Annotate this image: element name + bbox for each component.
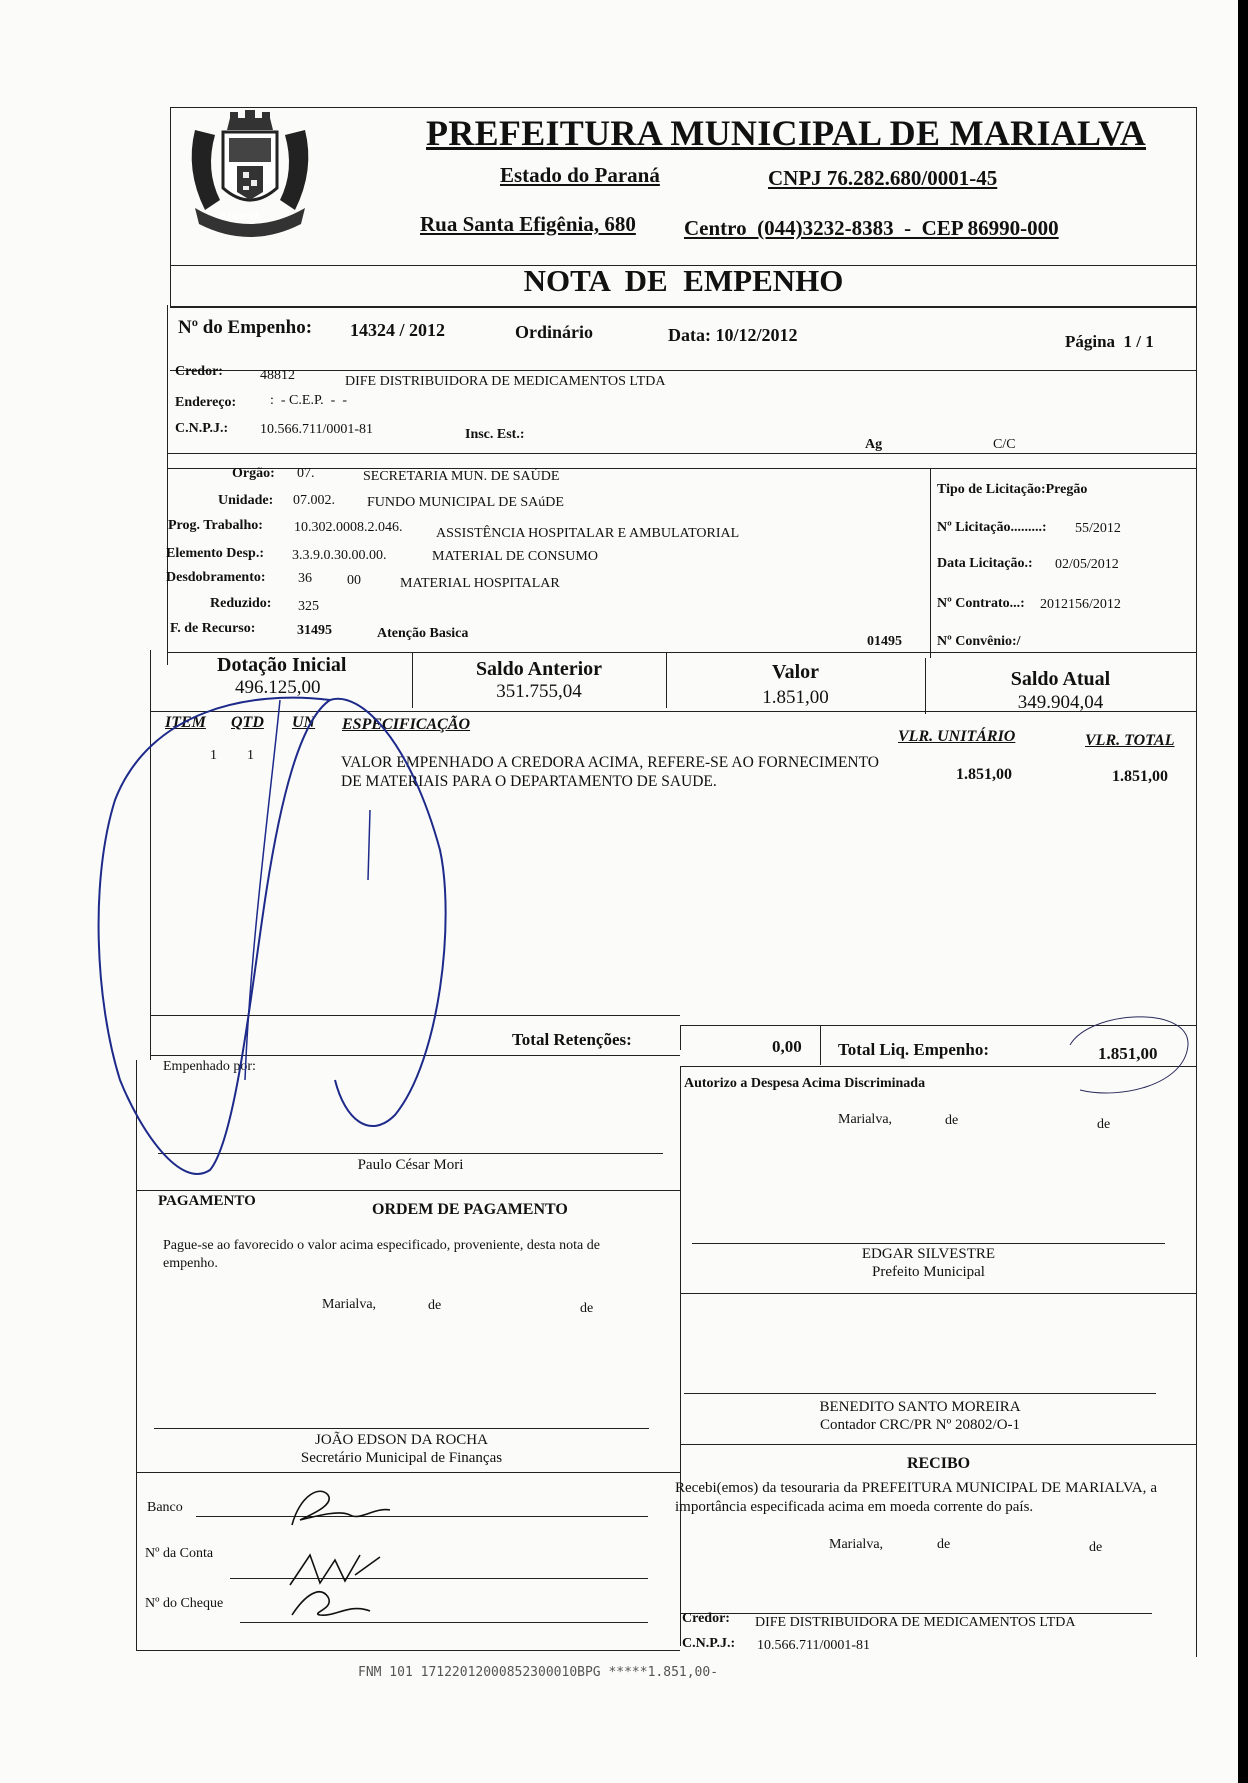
saldo-atual-value: 349.904,04 bbox=[1017, 692, 1104, 713]
recibo-de: de bbox=[937, 1537, 951, 1552]
divider-vertical bbox=[680, 1025, 681, 1050]
item-number: 1 bbox=[210, 748, 217, 763]
divider-vertical bbox=[680, 1066, 681, 1646]
empenho-date: Data: 10/12/2012 bbox=[668, 325, 798, 345]
cnpj-value: 10.566.711/0001-81 bbox=[260, 422, 374, 437]
total-liquido-value: 1.851,00 bbox=[1098, 1044, 1158, 1063]
divider bbox=[167, 652, 1197, 653]
orgao-label: Orgão: bbox=[232, 466, 275, 481]
signature-line bbox=[684, 1393, 1156, 1394]
desdobramento-label: Desdobramento: bbox=[166, 570, 266, 585]
orgao-code: 07. bbox=[297, 466, 315, 481]
recibo-de2: de bbox=[1089, 1540, 1103, 1555]
divider bbox=[150, 711, 1197, 712]
divider bbox=[167, 453, 1197, 454]
dotacao-inicial-label: Dotação Inicial bbox=[217, 654, 347, 676]
licitacao-type: Tipo de Licitação:Pregão bbox=[937, 482, 1088, 497]
prog-trabalho-name: ASSISTÊNCIA HOSPITALAR E AMBULATORIAL bbox=[436, 526, 740, 541]
orgao-name: SECRETARIA MUN. DE SAÚDE bbox=[363, 469, 560, 484]
empenhado-por-label: Empenhado por: bbox=[163, 1059, 256, 1074]
municipality-title: PREFEITURA MUNICIPAL DE MARIALVA bbox=[426, 113, 1147, 153]
contador-name: BENEDITO SANTO MOREIRA bbox=[819, 1399, 1021, 1415]
divider-vertical bbox=[930, 468, 931, 658]
reduzido-code: 325 bbox=[298, 599, 319, 614]
item-qtd: 1 bbox=[247, 748, 254, 763]
frame-right bbox=[1196, 107, 1197, 1657]
secretario-name: JOÃO EDSON DA ROCHA bbox=[315, 1432, 488, 1448]
total-retencoes-value: 0,00 bbox=[772, 1037, 802, 1056]
banco-label: Banco bbox=[147, 1500, 183, 1515]
state-name: Estado do Paraná bbox=[500, 163, 660, 187]
desdobramento-sub: 00 bbox=[347, 573, 361, 588]
autorizo-de: de bbox=[945, 1113, 959, 1128]
fonte-recurso-name: Atenção Basica bbox=[377, 626, 469, 641]
unidade-label: Unidade: bbox=[218, 493, 274, 508]
pagamento-place: Marialva, bbox=[322, 1297, 377, 1312]
handwritten-signature-icon bbox=[280, 1485, 440, 1625]
endereco-label: Endereço: bbox=[175, 395, 237, 410]
divider bbox=[150, 1015, 680, 1016]
divider bbox=[170, 370, 1197, 371]
col-qtd: QTD bbox=[231, 714, 264, 731]
contact-header: Centro (044)3232-8383 - CEP 86990-000 bbox=[684, 216, 1059, 240]
saldo-anterior-label: Saldo Anterior bbox=[475, 658, 603, 680]
divider bbox=[680, 1293, 1197, 1294]
divider bbox=[680, 1444, 1197, 1445]
col-especificacao: ESPECIFICAÇÃO bbox=[342, 716, 471, 733]
col-vlr-unitario: VLR. UNITÁRIO bbox=[898, 728, 1016, 745]
contrato-label: Nº Contrato...: bbox=[937, 596, 1025, 611]
divider bbox=[170, 306, 1197, 308]
reduzido-label: Reduzido: bbox=[210, 596, 272, 611]
divider bbox=[680, 1025, 1197, 1026]
elemento-name: MATERIAL DE CONSUMO bbox=[432, 549, 598, 564]
divider bbox=[136, 1190, 680, 1191]
address-header: Rua Santa Efigênia, 680 bbox=[420, 212, 636, 236]
frame-left-mid bbox=[167, 305, 168, 665]
divider bbox=[136, 1650, 680, 1651]
credor-code: 48812 bbox=[260, 368, 295, 383]
valor-value: 1.851,00 bbox=[762, 687, 829, 708]
empenho-type: Ordinário bbox=[515, 322, 594, 342]
cnpj-label: C.N.P.J.: bbox=[175, 421, 229, 436]
contador-title: Contador CRC/PR Nº 20802/O-1 bbox=[819, 1417, 1021, 1433]
endereco-value: : - C.E.P. - - bbox=[270, 393, 347, 408]
pagamento-de2: de bbox=[580, 1301, 594, 1316]
divider bbox=[680, 1066, 1197, 1067]
item-vlr-unitario: 1.851,00 bbox=[956, 766, 1012, 783]
licitacao-number-label: Nº Licitação.........: bbox=[937, 520, 1047, 535]
elemento-label: Elemento Desp.: bbox=[166, 546, 264, 561]
saldo-anterior-value: 351.755,04 bbox=[496, 681, 582, 702]
cnpj-header: CNPJ 76.282.680/0001-45 bbox=[768, 166, 998, 190]
signature-line bbox=[692, 1243, 1165, 1244]
ordem-pagamento-title: ORDEM DE PAGAMENTO bbox=[372, 1201, 568, 1218]
divider bbox=[167, 468, 1197, 469]
total-retencoes-label: Total Retenções: bbox=[512, 1030, 632, 1049]
elemento-code: 3.3.9.0.30.00.00. bbox=[292, 548, 387, 563]
divider bbox=[136, 1472, 680, 1473]
fonte-recurso-label: F. de Recurso: bbox=[170, 621, 256, 636]
licitacao-date-label: Data Licitação.: bbox=[937, 556, 1033, 571]
prog-trabalho-label: Prog. Trabalho: bbox=[168, 518, 263, 533]
recibo-text: Recebi(emos) da tesouraria da PREFEITURA MUNICIPAL DE MARIALVA, a importância especificada acima em moeda corrente do país. bbox=[675, 1480, 1157, 1515]
empenho-number-label: Nº do Empenho: bbox=[178, 317, 313, 338]
pagamento-de: de bbox=[428, 1298, 442, 1313]
insc-est-label: Insc. Est.: bbox=[465, 427, 525, 442]
document-title: NOTA DE EMPENHO bbox=[523, 263, 844, 298]
crest-label: MARIALVA bbox=[219, 212, 261, 221]
autorizo-place: Marialva, bbox=[838, 1112, 893, 1127]
autorizo-de2: de bbox=[1097, 1117, 1111, 1132]
fonte-recurso-code: 31495 bbox=[297, 623, 332, 638]
account-label: C/C bbox=[993, 437, 1016, 452]
total-liquido-label: Total Liq. Empenho: bbox=[838, 1040, 989, 1059]
col-un: UN bbox=[292, 714, 316, 731]
credor-name: DIFE DISTRIBUIDORA DE MEDICAMENTOS LTDA bbox=[345, 374, 666, 389]
convenio-label: Nº Convênio:/ bbox=[937, 634, 1021, 649]
prefeito-title: Prefeito Municipal bbox=[872, 1264, 985, 1280]
agency-label: Ag bbox=[865, 437, 883, 452]
signature-line bbox=[158, 1153, 663, 1154]
divider bbox=[150, 1055, 680, 1056]
recibo-cnpj-value: 10.566.711/0001-81 bbox=[757, 1638, 871, 1653]
recibo-place: Marialva, bbox=[829, 1537, 884, 1552]
licitacao-number: 55/2012 bbox=[1075, 521, 1121, 536]
saldo-atual-label: Saldo Atual bbox=[1010, 668, 1111, 690]
contrato-number: 2012156/2012 bbox=[1040, 597, 1121, 612]
empenho-number: 14324 / 2012 bbox=[350, 320, 446, 340]
licitacao-date: 02/05/2012 bbox=[1055, 557, 1119, 572]
cheque-label: Nº do Cheque bbox=[145, 1596, 224, 1611]
conta-label: Nº da Conta bbox=[145, 1546, 214, 1561]
signature-line bbox=[680, 1613, 1152, 1614]
recibo-credor-name: DIFE DISTRIBUIDORA DE MEDICAMENTOS LTDA bbox=[755, 1615, 1076, 1630]
signature-line bbox=[154, 1428, 649, 1429]
recibo-title: RECIBO bbox=[906, 1455, 971, 1472]
prog-trabalho-code: 10.302.0008.2.046. bbox=[294, 520, 403, 535]
desdobramento-name: MATERIAL HOSPITALAR bbox=[400, 576, 560, 591]
page-number: Página 1 / 1 bbox=[1065, 332, 1154, 351]
prefeito-name: EDGAR SILVESTRE bbox=[861, 1246, 996, 1262]
col-vlr-total: VLR. TOTAL bbox=[1085, 732, 1175, 749]
credor-label: Credor: bbox=[175, 364, 223, 379]
pagamento-label: PAGAMENTO bbox=[158, 1193, 256, 1209]
pagamento-text: Pague-se ao favorecido o valor acima especificado, proveniente, desta nota de empenho. bbox=[163, 1238, 600, 1271]
recibo-cnpj-label: C.N.P.J.: bbox=[682, 1636, 736, 1651]
municipal-crest bbox=[175, 100, 325, 240]
unidade-code: 07.002. bbox=[293, 493, 335, 508]
desdobramento-code: 36 bbox=[298, 571, 312, 586]
fonte-recurso-extra: 01495 bbox=[867, 634, 902, 649]
item-description: VALOR EMPENHADO A CREDORA ACIMA, REFERE-SE AO FORNECIMENTO DE MATERIAIS PARA O DEPARTAMENTO DE SAUDE. bbox=[341, 754, 879, 790]
empenhado-por-name: Paulo César Mori bbox=[357, 1157, 464, 1173]
autorizo-text: Autorizo a Despesa Acima Discriminada bbox=[684, 1076, 926, 1091]
footer-code: FNM 101 17122012000852300010BPG *****1.851,00- bbox=[358, 1665, 719, 1680]
col-item: ITEM bbox=[165, 714, 206, 731]
valor-label: Valor bbox=[771, 661, 820, 683]
divider-vertical bbox=[820, 1025, 821, 1065]
secretario-title: Secretário Municipal de Finanças bbox=[300, 1450, 503, 1466]
frame-left-bottom bbox=[136, 1060, 137, 1650]
dotacao-inicial-value: 496.125,00 bbox=[235, 677, 321, 698]
unidade-name: FUNDO MUNICIPAL DE SAúDE bbox=[367, 495, 564, 510]
item-vlr-total: 1.851,00 bbox=[1112, 768, 1168, 785]
recibo-credor-label: Credor: bbox=[682, 1611, 730, 1626]
